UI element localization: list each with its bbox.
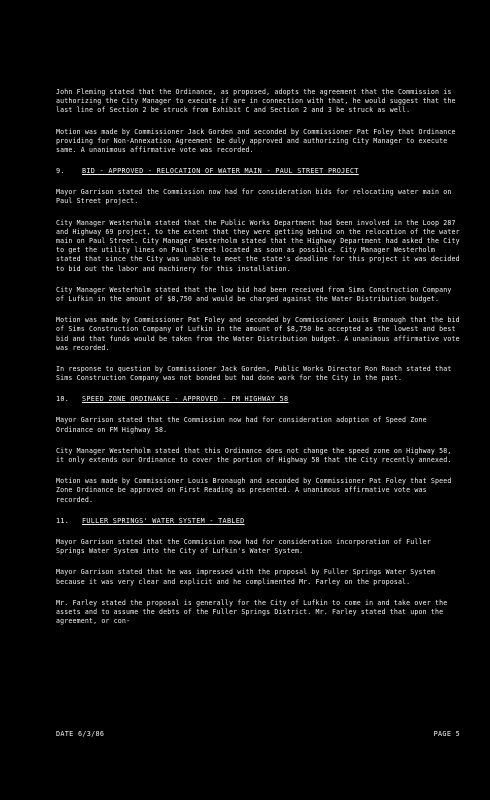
paragraph-ordinance-comment: John Fleming stated that the Ordinance, as proposed, adopts the agreement that the Commission is authorizing the City Manager to execute if are in connection with that, he would suggest that the last line of Section 2 be struck from Exhibit C and Section 2 and 3 be struck as well.: [56, 88, 456, 115]
paragraph-fuller-farley: Mr. Farley stated the proposal is generally for the City of Lufkin to come in and take over the assets and to assume the debts of the Fuller Springs District. Mr. Farley stated that upon the agreement, or con-: [56, 598, 448, 626]
paragraph-ordinance-motion: Motion was made by Commissioner Jack Gorden and seconded by Commissioner Pat Foley that Ordinance providing for Non-Annexation Agreement be duly approved and authorizing City Manager to execute same. A unanimous affirmative vote was recorded.: [56, 127, 456, 155]
meeting-date: DATE 6/3/86: [56, 730, 105, 738]
section-number: 9.: [56, 167, 65, 176]
paragraph-fuller-intro: Mayor Garrison stated that the Commission now had for consideration incorporation of Fuller Springs Water System into the City of Lufkin's Water System.: [56, 537, 431, 556]
paragraph-speed-motion: Motion was made by Commissioner Louis Bronaugh and seconded by Commissioner Pat Foley that Speed Zone Ordinance be approved on First Reading as presented. A unanimous affirmative vote was recorded.: [56, 477, 452, 504]
minutes-page-body: [56, 88, 460, 638]
paragraph-bid-intro: Mayor Garrison stated the Commission now had for consideration bids for relocating water main on Paul Street project.: [56, 188, 452, 206]
paragraph-bid-low-bid: City Manager Westerholm stated that the low bid had been received from Sims Construction Company of Lufkin in the amount of $8,750 and would be charged against the Water Distribution budget.: [56, 285, 452, 304]
paragraph-bid-bonding: In response to question by Commissioner Jack Gorden, Public Works Director Ron Roach stated that Sims Construction Company was not bonded but had done work for the City in the past.: [56, 365, 452, 383]
section-title: SPEED ZONE ORDINANCE - APPROVED - FM HIGHWAY 58: [82, 395, 289, 404]
paragraph-fuller-mayor: Mayor Garrison stated that he was impressed with the proposal by Fuller Springs Water System because it was very clear and explicit and he complimented Mr. Farley on the proposal.: [56, 568, 436, 586]
section-number: 11.: [56, 516, 70, 525]
section-heading-11: [56, 517, 460, 526]
paragraph-speed-intro: Mayor Garrison stated that the Commission now had for consideration adoption of Speed Zone Ordinance on FM Highway 58.: [56, 416, 427, 434]
section-title: BID - APPROVED - RELOCATION OF WATER MAIN - PAUL STREET PROJECT: [82, 167, 359, 176]
paragraph-bid-background: City Manager Westerholm stated that the Public Works Department had been involved in the Loop 287 and Highway 69 project, to the extent that they were getting behind on the relocation of the water main on Paul Street. City Manager Westerholm stated that the Highway Department had asked the City to get the utility lines on Paul Street located as soon as possible. City Manager Westerholm stated that since the City was unable to meet the state's deadline for this project it was decided to bid out the labor and machinery for this installation.: [56, 218, 460, 273]
section-number: 10.: [56, 395, 70, 404]
section-title: FULLER SPRINGS' WATER SYSTEM - TABLED: [82, 516, 245, 525]
page-number: PAGE 5: [433, 730, 460, 738]
section-heading-10: [56, 395, 460, 404]
paragraph-speed-explanation: City Manager Westerholm stated that this Ordinance does not change the speed zone on Highway 58, it only extends our Ordinance to cover the portion of Highway 58 that the City recently annexed.: [56, 446, 452, 465]
section-heading-9: [56, 167, 460, 176]
paragraph-bid-motion: Motion was made by Commissioner Pat Foley and seconded by Commissioner Louis Bronaugh that the bid of Sims Construction Company of Lufkin in the amount of $8,750 be accepted as the lowest and best bid and that funds would be taken from the Water Distribution budget. A unanimous affirmative vote was recorded.: [56, 316, 460, 352]
